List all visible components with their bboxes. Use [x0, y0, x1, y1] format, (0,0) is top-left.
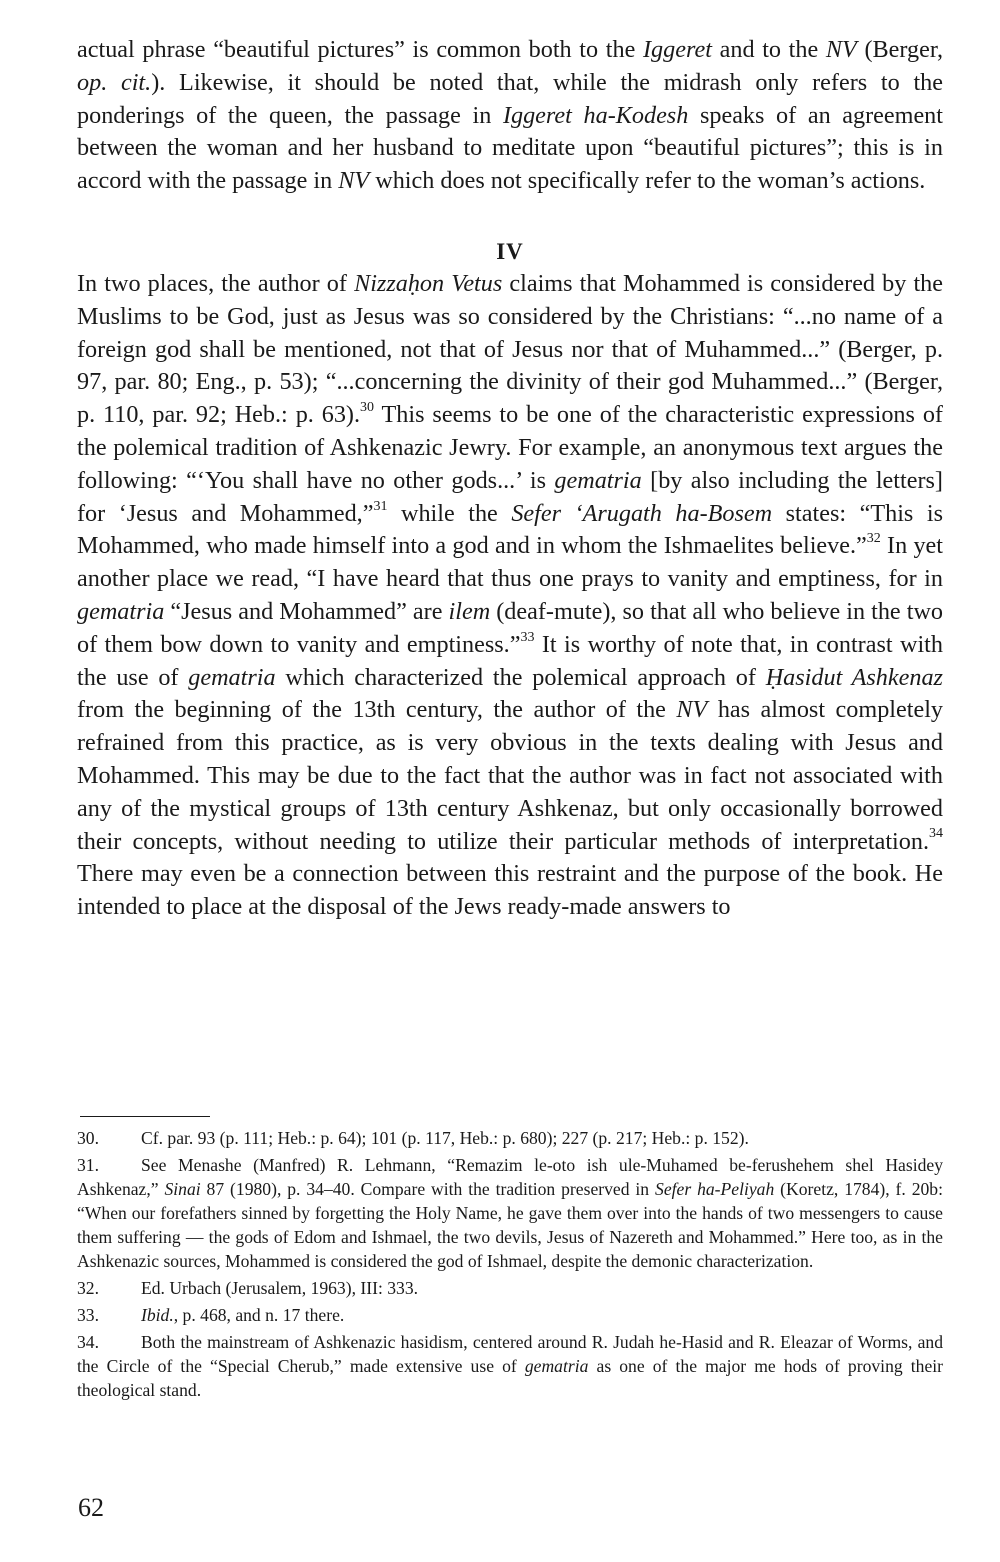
- footnote-ref-31: 31: [373, 498, 388, 514]
- paragraph-1: [77, 34, 943, 198]
- footnote-ref-33: 33: [520, 629, 535, 645]
- footnote-text: 87 (1980), p. 34–40. Compare with the tradition preserved in: [200, 1179, 656, 1199]
- footnote-text: as one of the major me hods of proving their theological stand.: [77, 1356, 944, 1400]
- footnote-number: 31.: [77, 1155, 99, 1175]
- page-number: 62: [78, 1493, 104, 1522]
- footnote-text: Cf. par. 93 (p. 111; Heb.: p. 64); 101 (p. 117, Heb.: p. 680); 227 (p. 217; Heb.: p. 152).: [141, 1128, 749, 1148]
- text-run: speaks of an agreement between the woman and her husband to meditate upon “beautiful pictures”; this is in accord with the passage in: [77, 101, 943, 195]
- text-run: which does not specifically refer to the woman’s actions.: [369, 167, 926, 195]
- text-run: “Jesus and Mohammed” are: [164, 597, 449, 625]
- italic-run: Nizzaḥon Vetus: [354, 269, 503, 297]
- footnote-text: Both the mainstream of Ashkenazic hasidism, centered around R. Judah he-Hasid and R. Eleazar of Worms, and the Circle of the “Special Cherub,” made extensive use of: [77, 1332, 943, 1376]
- text-run: This seems to be one of the characteristic expressions of the polemical tradition of Ashkenazic Jewry. For example, an anonymous text argues the following: “‘You shall have no other gods...’ is: [77, 401, 943, 494]
- footnote-ref-34: 34: [929, 826, 943, 842]
- text-run: (deaf-mute), so that all who believe in the two of them bow down to vanity and emptiness.”: [77, 597, 944, 658]
- italic-run: Sefer ‘Arugath ha-Bosem: [511, 499, 773, 527]
- text-run: (Berger,: [856, 36, 943, 63]
- text-run: states: “This is Mohammed, who made himself into a god and in whom the Ishmaelites believe.”: [77, 499, 943, 560]
- footnote-34: [77, 1330, 943, 1402]
- italic-run: op. cit.: [77, 68, 152, 96]
- text-run: In two places, the author of: [77, 269, 355, 297]
- footnote-30: [77, 1126, 943, 1150]
- footnote-32: [77, 1276, 943, 1300]
- text-run: There may even be a connection between this restraint and the purpose of the book. He intended to place at the disposal of the Jews ready-made answers to: [77, 860, 943, 921]
- footnote-31: [77, 1153, 943, 1273]
- footnotes: [77, 1126, 943, 1405]
- footnote-number: 34.: [77, 1332, 99, 1352]
- italic-run: gematria: [188, 663, 276, 691]
- text-run: It is worthy of note that, in contrast with the use of: [77, 630, 943, 691]
- italic-run: Sefer ha-Peliyah: [655, 1179, 775, 1199]
- section-heading: IV: [496, 238, 524, 264]
- italic-run: NV: [825, 36, 857, 63]
- italic-run: Ḥasidut Ashkenaz: [765, 663, 943, 691]
- footnote-text: See Menashe (Manfred) R. Lehmann, “Remazim le-oto ish ule-Muhamed be-ferushehem shel Hasidey Ashkenaz,”: [77, 1155, 943, 1199]
- footnote-text: Ed. Urbach (Jerusalem, 1963), III: 333.: [141, 1278, 419, 1298]
- text-run: ). Likewise, it should be noted that, while the midrash only refers to the ponderings of the queen, the passage in: [77, 68, 943, 129]
- text-run: [by also including the letters] for ‘Jesus and Mohammed,”: [77, 466, 943, 527]
- footnote-number: 33.: [77, 1305, 99, 1325]
- italic-run: NV: [338, 167, 370, 195]
- text-run: from the beginning of the 13th century, the author of the: [77, 696, 677, 724]
- footnote-text: , p. 468, and n. 17 there.: [173, 1305, 345, 1325]
- main-text: [77, 34, 943, 924]
- text-run: while the: [387, 499, 512, 527]
- italic-run: Iggeret: [643, 36, 712, 63]
- italic-run: gematria: [554, 466, 642, 494]
- italic-run: ilem: [448, 597, 491, 625]
- footnote-number: 30.: [77, 1128, 99, 1148]
- footnote-text: (Koretz, 1784), f. 20b: “When our forefathers sinned by forgetting the Holy Name, he gave them over into the hands of two messengers to cause them suffering — the gods of Edom and Ishmael, the two devils, Jesus of Nazereth and Mohammed.” Here too, as in the Ashkenazic sources, Mohammed is considered the god of Ishmael, despite the demonic characterization.: [77, 1179, 943, 1271]
- text-run: and to the: [711, 36, 826, 63]
- italic-run: Sinai: [164, 1179, 201, 1199]
- text-run: In yet another place we read, “I have heard that thus one prays to vanity and emptiness, for in: [77, 532, 943, 593]
- text-run: which characterized the polemical approach of: [275, 663, 766, 691]
- footnote-divider: [80, 1116, 210, 1117]
- italic-run: Ibid.: [141, 1305, 174, 1325]
- text-run: claims that Mohammed is considered by the Muslims to be God, just as Jesus was so considered by the Christians: “...no name of a foreign god shall be mentioned, not that of Jesus nor that of Muhammed...” (Berger, p. 97, par. 80; Eng., p. 53); “...concerning the divinity of their god Muhammed...” (Berger, p. 110, par. 92; Heb.: p. 63).: [77, 269, 943, 429]
- text-run: has almost completely refrained from this practice, as is very obvious in the texts dealing with Jesus and Mohammed. This may be due to the fact that the author was in fact not associated with any of the mystical groups of 13th century Ashkenaz, but only occasionally borrowed their concepts, without needing to utilize their particular methods of interpretation.: [77, 696, 944, 855]
- footnote-number: 32.: [77, 1278, 99, 1298]
- footnote-ref-32: 32: [866, 531, 881, 547]
- paragraph-2: [77, 268, 943, 924]
- italic-run: Iggeret ha-Kodesh: [502, 101, 689, 129]
- text-run: actual phrase “beautiful pictures” is common both to the: [77, 36, 643, 63]
- italic-run: NV: [676, 696, 708, 724]
- footnote-ref-30: 30: [360, 400, 375, 416]
- italic-run: gematria: [524, 1356, 589, 1376]
- italic-run: gematria: [77, 597, 165, 625]
- footnote-33: [77, 1303, 943, 1327]
